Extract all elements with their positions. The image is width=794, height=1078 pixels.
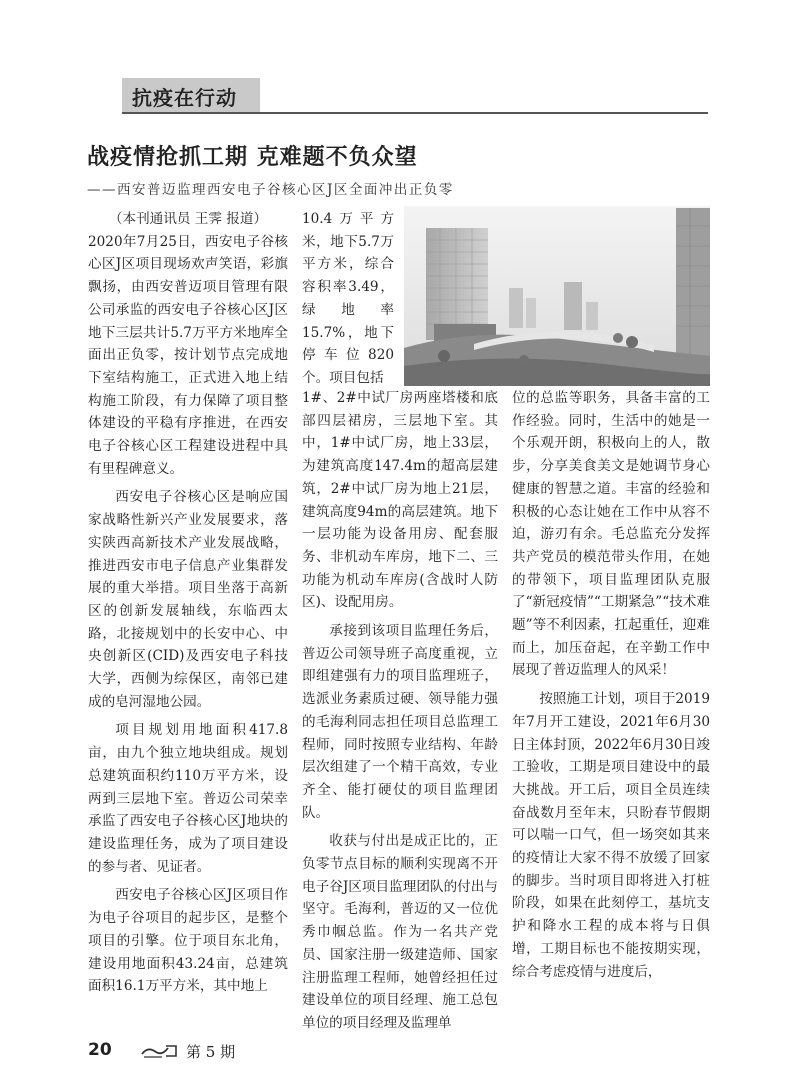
- paragraph: 西安电子谷核心区J区项目作为电子谷项目的起步区，是整个项目的引擎。位于项目东北角，建设用地面积43.24亩，总建筑面积16.1万平方米，其中地上: [88, 887, 288, 995]
- paragraph: 2020年7月25日，西安电子谷核心区J区项目现场欢声笑语，彩旗飘扬，由西安普迈项目管理有限公司承监的西安电子谷核心区J区地下三层共计5.7万平方米地库全面出正负零，按计划节点完成地下室结构施工，正式进入地上结构施工阶段，有力保障了项目整体建设的平稳有序推进，在西安电子谷核心区工程建设进程中具有里程碑意义。: [88, 233, 288, 477]
- column-2-top: [302, 208, 394, 390]
- section-divider: [122, 112, 708, 114]
- column-1: [88, 208, 288, 998]
- article-title: 战疫情抢抓工期 克难题不负众望: [87, 145, 418, 170]
- project-rendering-image: [404, 206, 710, 386]
- section-label: 抗疫在行动: [132, 86, 237, 110]
- paragraph: 承接到该项目监理任务后，普迈公司领导班子高度重视，立即组建强有力的项目监理班子，选派业务素质过硬、领导能力强的毛海利同志担任项目总监理工程师，同时按照专业结构、年龄层次组建了一个精干高效，专业齐全、能打硬仗的项目监理团队。: [302, 623, 498, 821]
- column-3: [512, 387, 710, 983]
- paragraph: 西安电子谷核心区是响应国家战略性新兴产业发展要求，落实陕西高新技术产业发展战略，推进西安市电子信息产业集群发展的重大举措。项目坐落于高新区的创新发展轴线，东临西太路，北接规划中的长安中心、中央创新区(CID)及西安电子科技大学，西侧为综保区，南邻已建成的皂河湿地公园。: [88, 489, 288, 710]
- paragraph: 10.4万平方米，地下5.7万平方米，综合容积率3.49，绿地率15.7%，地下停车位820个。项目包括: [302, 211, 394, 386]
- byline: （本刊通讯员 王霁 报道）: [108, 211, 268, 227]
- paragraph: 项目规划用地面积417.8亩，由九个独立地块组成。规划总建筑面积约110万平方米，设两到三层地下室。普迈公司荣幸承监了西安电子谷核心区J地块的建设监理任务，成为了项目建设的参与者、见证者。: [88, 722, 288, 875]
- issue-number: 第 5 期: [186, 1043, 236, 1061]
- paragraph: 位的总监等职务，具备丰富的工作经验。同时，生活中的她是一个乐观开朗，积极向上的人，散步，分享美食美文是她调节身心健康的智慧之道。丰富的经验和积极的心态让她在工作中从容不迫，游刃有余。毛总监充分发挥共产党员的模范带头作用，在她的带领下，项目监理团队克服了“新冠疫情”“工期紧急”“技术难题”等不利因素，扛起重任，迎难而上，加压奋起，在辛勤工作中展现了普迈监理人的风采！: [512, 390, 710, 679]
- paragraph: 按照施工计划，项目于2019年7月开工建设，2021年6月30日主体封顶，2022年6月30日竣工验收，工期是项目建设中的最大挑战。开工后，项目全员连续奋战数月至年末，只盼春节假期可以喘一口气，但一场突如其来的疫情让大家不得不放缓了回家的脚步。当时项目即将进入打桩阶段，如果在此刻停工，基坑支护和降水工程的成本将与日俱增，工期目标也不能按期实现，综合考虑疫情与进度后，: [512, 691, 710, 980]
- paragraph: 1#、2#中试厂房两座塔楼和底部四层裙房，三层地下室。其中，1#中试厂房，地上33层，为建筑高度147.4m的超高层建筑，2#中试厂房为地上21层，建筑高度94m的高层建筑。地下一层功能为设备用房、配套服务、非机动车库房，地下二、三功能为机动车库房(含战时人防区)、设配用房。: [302, 390, 498, 611]
- paragraph: 收获与付出是成正比的，正负零节点目标的顺利实现离不开电子谷J区项目监理团队的付出与坚守。毛海利，普迈的又一位优秀巾帼总监。作为一名共产党员、国家注册一级建造师、国家注册监理工程师，她曾经担任过建设单位的项目经理、施工总包单位的项目经理及监理单: [302, 833, 498, 1031]
- column-2: [302, 387, 498, 1035]
- magazine-logo-icon: [140, 1042, 180, 1060]
- page-number: 20: [88, 1040, 112, 1060]
- section-tab: [122, 78, 260, 112]
- article-subtitle: ——西安普迈监理西安电子谷核心区J区全面冲出正负零: [87, 182, 454, 198]
